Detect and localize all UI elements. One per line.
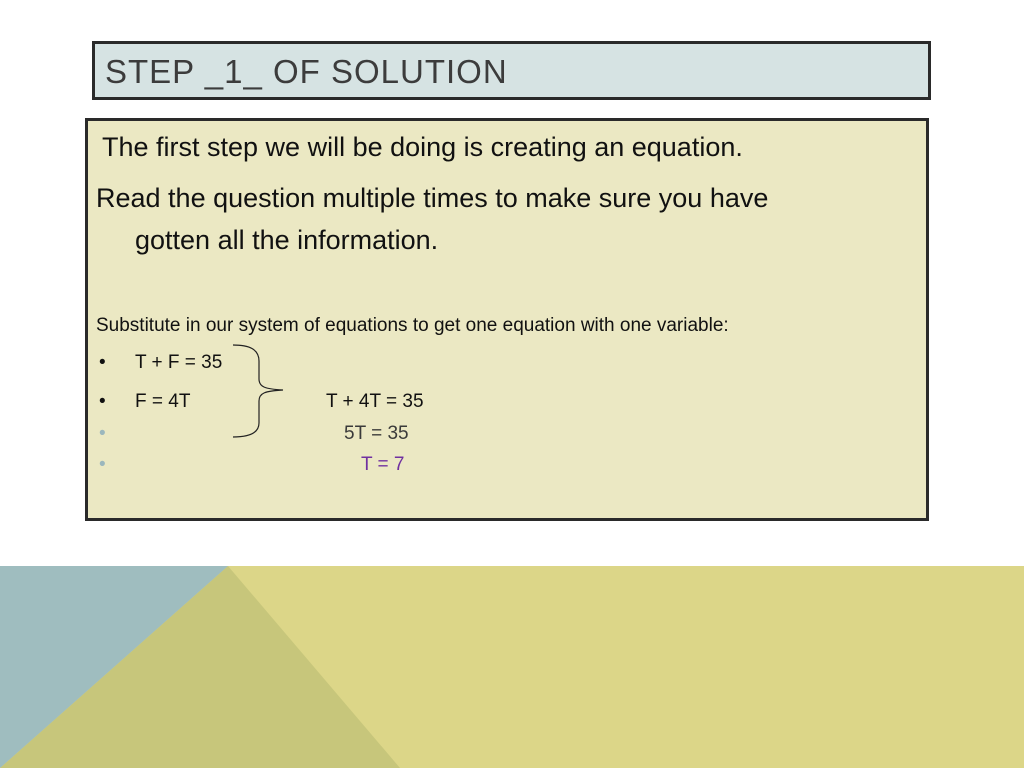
instruction-text-line2: gotten all the information.: [135, 225, 439, 255]
equation-2: F = 4T: [135, 391, 191, 412]
decorative-background-band: [0, 566, 1024, 768]
slide-title: STEP _1_ OF SOLUTION: [105, 53, 508, 90]
bullet-1: •: [99, 352, 106, 373]
bullet-3: •: [99, 423, 106, 444]
substitute-text: Substitute in our system of equations to get one equation with one variable:: [96, 315, 729, 336]
equation-3: T + 4T = 35: [326, 391, 424, 412]
equation-1: T + F = 35: [135, 352, 223, 373]
curly-brace-icon: [231, 343, 291, 439]
bullet-2: •: [99, 391, 106, 412]
title-box: [92, 41, 931, 100]
instruction-text-line1: Read the question multiple times to make sure you have: [96, 183, 769, 213]
equation-5-answer: T = 7: [361, 454, 405, 475]
equation-4: 5T = 35: [344, 423, 409, 444]
content-box: [85, 118, 929, 521]
intro-text: The first step we will be doing is creating an equation.: [102, 132, 743, 162]
bullet-4: •: [99, 454, 106, 475]
